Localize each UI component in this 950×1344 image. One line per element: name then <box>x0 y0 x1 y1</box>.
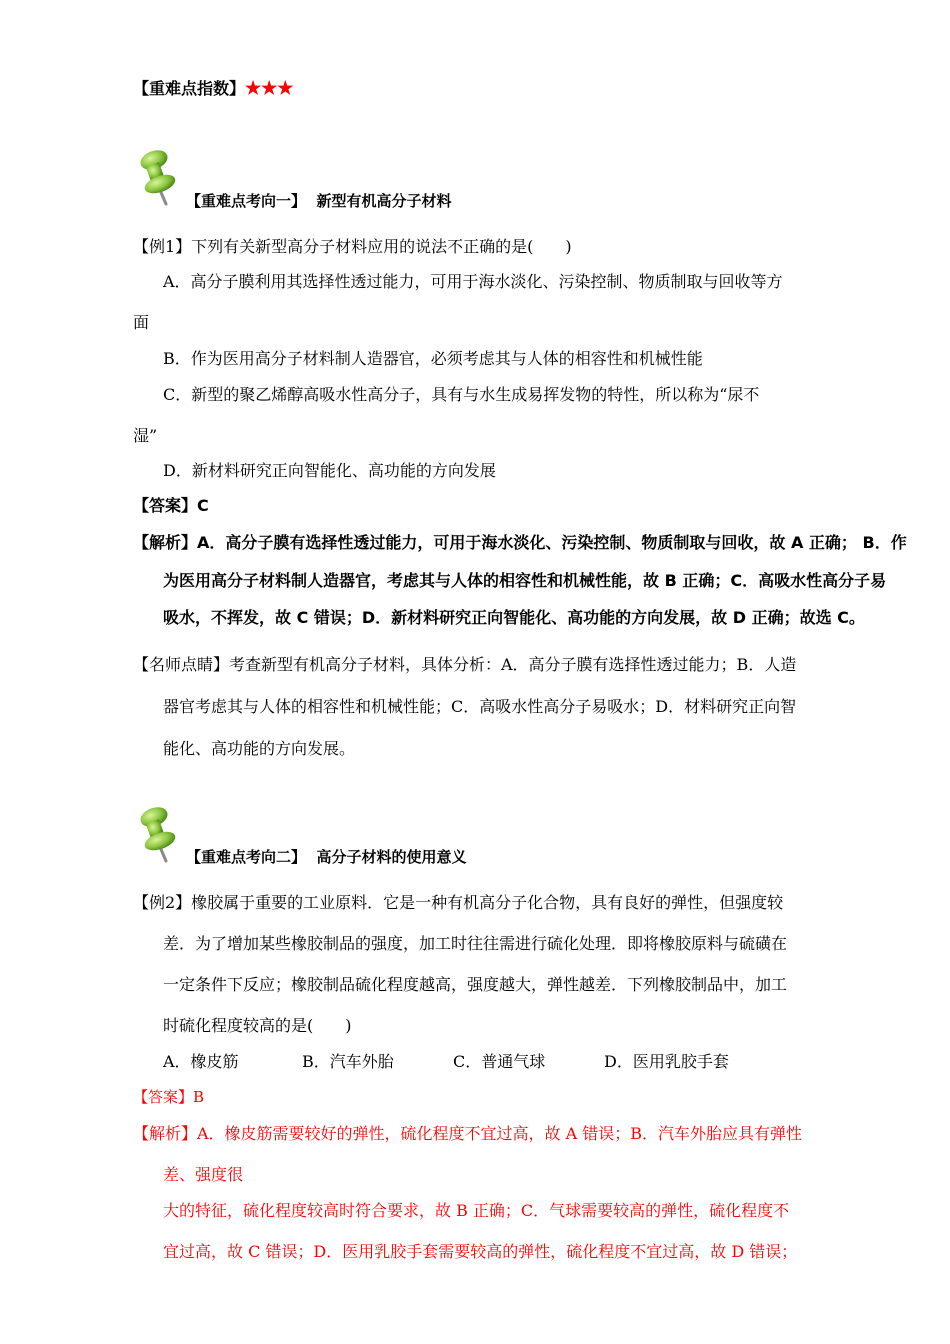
pushpin-icon <box>130 803 190 863</box>
section1-title: 新型有机高分子材料 <box>316 192 452 210</box>
example1-question: 【例1】下列有关新型高分子材料应用的说法不正确的是( ) <box>133 237 572 256</box>
difficulty-index <box>133 76 293 99</box>
example2-question-line-4: 时硫化程度较高的是( ) <box>163 1016 352 1035</box>
analysis-line-1: A．高分子膜有选择性透过能力，可用于海水淡化、污染控制、物质制取与回收，故 A 正确； B．作 <box>197 533 907 552</box>
teacher-tip-line-2: 器官考虑其与人体的相容性和机械性能；C．高吸水性高分子易吸水；D．材料研究正向智 <box>163 697 797 716</box>
answer-label: 【答案】 <box>133 496 198 515</box>
difficulty-label: 【重难点指数】 <box>133 79 246 98</box>
example1-option-a-cont: 面 <box>133 313 150 332</box>
section2-title: 高分子材料的使用意义 <box>316 848 467 866</box>
example2-question-line-1: 【例2】橡胶属于重要的工业原料．它是一种有机高分子化合物，具有良好的弹性，但强度较 <box>133 893 784 912</box>
example2-option-a: A．橡皮筋 <box>163 1052 239 1071</box>
section1-tag: 【重难点考向一】 <box>186 192 307 210</box>
example2-option-b: B．汽车外胎 <box>302 1052 394 1071</box>
example2-answer: 【答案】B <box>133 1088 205 1106</box>
section2-heading <box>186 846 466 867</box>
example1-analysis-line-2: 为医用高分子材料制人造器官，考虑其与人体的相容性和机械性能，故 B 正确；C．高吸水性高分子易 <box>163 571 887 590</box>
difficulty-stars: ★★★ <box>245 78 294 99</box>
example1-option-c: C．新型的聚乙烯醇高吸水性高分子，具有与水生成易挥发物的特性，所以称为“尿不 <box>163 385 760 404</box>
example1-analysis <box>133 530 907 553</box>
example1-option-c-cont: 湿” <box>133 426 158 445</box>
pushpin-icon <box>130 146 190 206</box>
example2-analysis-line-1: 【解析】A．橡皮筋需要较好的弹性，硫化程度不宜过高，故 A 错误；B．汽车外胎应具有弹性 <box>133 1124 803 1143</box>
example2-analysis-line-4: 宜过高，故 C 错误；D．医用乳胶手套需要较高的弹性，硫化程度不宜过高，故 D 错误； <box>163 1242 798 1261</box>
example2-analysis-line-3: 大的特征，硫化程度较高时符合要求，故 B 正确；C．气球需要较高的弹性，硫化程度不 <box>163 1201 790 1220</box>
example2-analysis-line-2: 差、强度很 <box>163 1165 244 1184</box>
example2-question-line-3: 一定条件下反应；橡胶制品硫化程度越高，强度越大，弹性越差．下列橡胶制品中，加工 <box>163 975 788 994</box>
analysis-label: 【解析】 <box>133 533 198 552</box>
example1-option-a: A．高分子膜利用其选择性透过能力，可用于海水淡化、污染控制、物质制取与回收等方 <box>163 272 783 291</box>
example1-option-b: B．作为医用高分子材料制人造器官，必须考虑其与人体的相容性和机械性能 <box>163 349 703 368</box>
teacher-tip-line-3: 能化、高功能的方向发展。 <box>163 739 356 758</box>
section2-tag: 【重难点考向二】 <box>186 848 307 866</box>
example2-option-d: D．医用乳胶手套 <box>604 1052 729 1071</box>
teacher-tip-line-1: 【名师点睛】考查新型有机高分子材料，具体分析：A．高分子膜有选择性透过能力；B．人造 <box>133 655 797 674</box>
example2-option-c: C．普通气球 <box>453 1052 546 1071</box>
section1-heading <box>186 190 451 211</box>
example1-analysis-line-3: 吸水，不挥发，故 C 错误；D．新材料研究正向智能化、高功能的方向发展，故 D 正确；故选 C。 <box>163 608 865 627</box>
example1-option-d: D．新材料研究正向智能化、高功能的方向发展 <box>163 461 496 480</box>
example1-answer <box>133 493 209 516</box>
answer-value: C <box>197 496 209 515</box>
example2-question-line-2: 差．为了增加某些橡胶制品的强度，加工时往往需进行硫化处理．即将橡胶原料与硫磺在 <box>163 934 788 953</box>
